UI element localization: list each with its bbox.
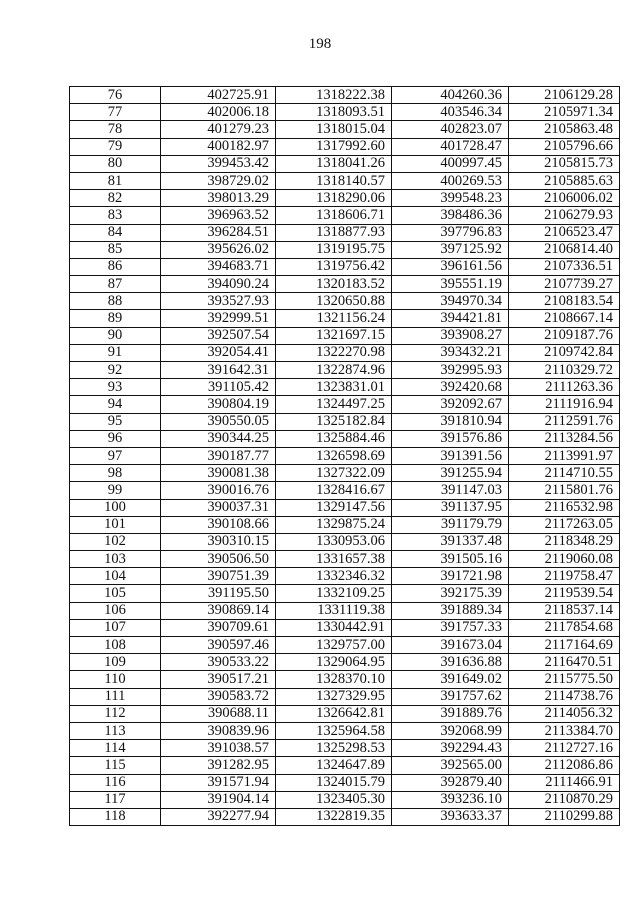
value-cell-1: 399453.42 — [161, 155, 276, 172]
value-cell-4: 2114056.32 — [509, 705, 620, 722]
value-cell-1: 390108.66 — [161, 516, 276, 533]
value-cell-1: 390583.72 — [161, 688, 276, 705]
value-cell-1: 390310.15 — [161, 533, 276, 550]
value-cell-4: 2112086.86 — [509, 757, 620, 774]
value-cell-3: 392092.67 — [392, 396, 509, 413]
value-cell-3: 393633.37 — [392, 808, 509, 825]
table-row — [70, 362, 620, 379]
value-cell-4: 2112591.76 — [509, 413, 620, 430]
table-row — [70, 155, 620, 172]
coordinate-table — [69, 86, 620, 826]
value-cell-1: 396284.51 — [161, 224, 276, 241]
value-cell-4: 2115801.76 — [509, 482, 620, 499]
value-cell-2: 1318041.26 — [276, 155, 392, 172]
value-cell-3: 393908.27 — [392, 327, 509, 344]
value-cell-4: 2115775.50 — [509, 671, 620, 688]
table-row — [70, 740, 620, 757]
point-number-cell: 76 — [70, 87, 161, 104]
table-row — [70, 224, 620, 241]
value-cell-3: 391673.04 — [392, 637, 509, 654]
table-row — [70, 276, 620, 293]
value-cell-3: 401728.47 — [392, 138, 509, 155]
value-cell-2: 1325964.58 — [276, 722, 392, 739]
point-number-cell: 92 — [70, 362, 161, 379]
table-row — [70, 705, 620, 722]
point-number-cell: 108 — [70, 637, 161, 654]
table-row — [70, 774, 620, 791]
table-row — [70, 551, 620, 568]
value-cell-3: 391757.62 — [392, 688, 509, 705]
value-cell-1: 390037.31 — [161, 499, 276, 516]
value-cell-4: 2106523.47 — [509, 224, 620, 241]
coordinate-table-body — [70, 87, 620, 826]
value-cell-1: 394090.24 — [161, 276, 276, 293]
value-cell-1: 395626.02 — [161, 241, 276, 258]
value-cell-3: 391889.34 — [392, 602, 509, 619]
value-cell-3: 394421.81 — [392, 310, 509, 327]
value-cell-2: 1328416.67 — [276, 482, 392, 499]
table-row — [70, 722, 620, 739]
value-cell-3: 392879.40 — [392, 774, 509, 791]
value-cell-1: 390533.22 — [161, 654, 276, 671]
value-cell-2: 1332346.32 — [276, 568, 392, 585]
value-cell-1: 390016.76 — [161, 482, 276, 499]
value-cell-1: 402725.91 — [161, 87, 276, 104]
point-number-cell: 104 — [70, 568, 161, 585]
point-number-cell: 113 — [70, 722, 161, 739]
value-cell-1: 391105.42 — [161, 379, 276, 396]
value-cell-2: 1324647.89 — [276, 757, 392, 774]
value-cell-4: 2105815.73 — [509, 155, 620, 172]
point-number-cell: 83 — [70, 207, 161, 224]
table-row — [70, 104, 620, 121]
value-cell-2: 1326598.69 — [276, 447, 392, 464]
point-number-cell: 82 — [70, 190, 161, 207]
table-row — [70, 258, 620, 275]
value-cell-2: 1317992.60 — [276, 138, 392, 155]
value-cell-3: 391721.98 — [392, 568, 509, 585]
table-row — [70, 447, 620, 464]
point-number-cell: 87 — [70, 276, 161, 293]
value-cell-3: 391137.95 — [392, 499, 509, 516]
table-row — [70, 568, 620, 585]
table-row — [70, 499, 620, 516]
point-number-cell: 91 — [70, 344, 161, 361]
value-cell-3: 391889.76 — [392, 705, 509, 722]
value-cell-4: 2111916.94 — [509, 396, 620, 413]
value-cell-2: 1324015.79 — [276, 774, 392, 791]
point-number-cell: 103 — [70, 551, 161, 568]
value-cell-1: 400182.97 — [161, 138, 276, 155]
value-cell-2: 1326642.81 — [276, 705, 392, 722]
value-cell-2: 1322270.98 — [276, 344, 392, 361]
value-cell-3: 391649.02 — [392, 671, 509, 688]
value-cell-3: 391757.33 — [392, 619, 509, 636]
table-row — [70, 585, 620, 602]
value-cell-2: 1320650.88 — [276, 293, 392, 310]
value-cell-1: 394683.71 — [161, 258, 276, 275]
value-cell-2: 1318606.71 — [276, 207, 392, 224]
value-cell-3: 391337.48 — [392, 533, 509, 550]
value-cell-1: 391571.94 — [161, 774, 276, 791]
value-cell-1: 392277.94 — [161, 808, 276, 825]
value-cell-4: 2108183.54 — [509, 293, 620, 310]
point-number-cell: 93 — [70, 379, 161, 396]
value-cell-4: 2119758.47 — [509, 568, 620, 585]
table-row — [70, 808, 620, 825]
value-cell-2: 1322874.96 — [276, 362, 392, 379]
table-row — [70, 172, 620, 189]
value-cell-2: 1331657.38 — [276, 551, 392, 568]
page-number: 198 — [308, 36, 332, 52]
value-cell-3: 391179.79 — [392, 516, 509, 533]
value-cell-3: 392294.43 — [392, 740, 509, 757]
point-number-cell: 99 — [70, 482, 161, 499]
value-cell-1: 398729.02 — [161, 172, 276, 189]
value-cell-2: 1325298.53 — [276, 740, 392, 757]
value-cell-4: 2111263.36 — [509, 379, 620, 396]
value-cell-1: 391038.57 — [161, 740, 276, 757]
value-cell-2: 1330953.06 — [276, 533, 392, 550]
point-number-cell: 80 — [70, 155, 161, 172]
table-row — [70, 190, 620, 207]
value-cell-2: 1330442.91 — [276, 619, 392, 636]
point-number-cell: 98 — [70, 465, 161, 482]
value-cell-4: 2112727.16 — [509, 740, 620, 757]
value-cell-4: 2114738.76 — [509, 688, 620, 705]
point-number-cell: 78 — [70, 121, 161, 138]
value-cell-2: 1329875.24 — [276, 516, 392, 533]
value-cell-2: 1318015.04 — [276, 121, 392, 138]
table-row — [70, 671, 620, 688]
value-cell-3: 392068.99 — [392, 722, 509, 739]
point-number-cell: 96 — [70, 430, 161, 447]
point-number-cell: 110 — [70, 671, 161, 688]
point-number-cell: 114 — [70, 740, 161, 757]
value-cell-4: 2118348.29 — [509, 533, 620, 550]
point-number-cell: 111 — [70, 688, 161, 705]
table-row — [70, 121, 620, 138]
table-row — [70, 430, 620, 447]
value-cell-2: 1327322.09 — [276, 465, 392, 482]
point-number-cell: 85 — [70, 241, 161, 258]
point-number-cell: 95 — [70, 413, 161, 430]
value-cell-1: 391904.14 — [161, 791, 276, 808]
value-cell-3: 391255.94 — [392, 465, 509, 482]
value-cell-4: 2107336.51 — [509, 258, 620, 275]
value-cell-3: 394970.34 — [392, 293, 509, 310]
value-cell-1: 390081.38 — [161, 465, 276, 482]
value-cell-1: 390517.21 — [161, 671, 276, 688]
value-cell-2: 1318290.06 — [276, 190, 392, 207]
value-cell-2: 1318093.51 — [276, 104, 392, 121]
table-row — [70, 327, 620, 344]
value-cell-3: 399548.23 — [392, 190, 509, 207]
point-number-cell: 118 — [70, 808, 161, 825]
value-cell-4: 2109742.84 — [509, 344, 620, 361]
value-cell-1: 392507.54 — [161, 327, 276, 344]
value-cell-4: 2106814.40 — [509, 241, 620, 258]
point-number-cell: 84 — [70, 224, 161, 241]
value-cell-4: 2113384.70 — [509, 722, 620, 739]
point-number-cell: 86 — [70, 258, 161, 275]
value-cell-2: 1318877.93 — [276, 224, 392, 241]
value-cell-2: 1328370.10 — [276, 671, 392, 688]
value-cell-3: 402823.07 — [392, 121, 509, 138]
value-cell-2: 1325884.46 — [276, 430, 392, 447]
value-cell-3: 392175.39 — [392, 585, 509, 602]
table-row — [70, 791, 620, 808]
value-cell-2: 1329064.95 — [276, 654, 392, 671]
value-cell-1: 391195.50 — [161, 585, 276, 602]
value-cell-4: 2110329.72 — [509, 362, 620, 379]
value-cell-3: 393236.10 — [392, 791, 509, 808]
value-cell-1: 392054.41 — [161, 344, 276, 361]
point-number-cell: 102 — [70, 533, 161, 550]
table-row — [70, 482, 620, 499]
point-number-cell: 88 — [70, 293, 161, 310]
value-cell-2: 1325182.84 — [276, 413, 392, 430]
table-row — [70, 87, 620, 104]
value-cell-1: 402006.18 — [161, 104, 276, 121]
point-number-cell: 79 — [70, 138, 161, 155]
point-number-cell: 101 — [70, 516, 161, 533]
table-row — [70, 293, 620, 310]
value-cell-4: 2113284.56 — [509, 430, 620, 447]
point-number-cell: 112 — [70, 705, 161, 722]
value-cell-4: 2106006.02 — [509, 190, 620, 207]
value-cell-4: 2116532.98 — [509, 499, 620, 516]
value-cell-3: 392995.93 — [392, 362, 509, 379]
value-cell-4: 2110870.29 — [509, 791, 620, 808]
value-cell-1: 390187.77 — [161, 447, 276, 464]
value-cell-2: 1329757.00 — [276, 637, 392, 654]
value-cell-1: 392999.51 — [161, 310, 276, 327]
value-cell-2: 1327329.95 — [276, 688, 392, 705]
value-cell-4: 2119539.54 — [509, 585, 620, 602]
value-cell-3: 391391.56 — [392, 447, 509, 464]
table-row — [70, 619, 620, 636]
value-cell-3: 398486.36 — [392, 207, 509, 224]
table-row — [70, 379, 620, 396]
value-cell-1: 390597.46 — [161, 637, 276, 654]
value-cell-2: 1318222.38 — [276, 87, 392, 104]
value-cell-3: 400997.45 — [392, 155, 509, 172]
value-cell-3: 397125.92 — [392, 241, 509, 258]
value-cell-4: 2108667.14 — [509, 310, 620, 327]
value-cell-4: 2119060.08 — [509, 551, 620, 568]
value-cell-4: 2109187.76 — [509, 327, 620, 344]
point-number-cell: 117 — [70, 791, 161, 808]
value-cell-4: 2116470.51 — [509, 654, 620, 671]
table-row — [70, 310, 620, 327]
point-number-cell: 97 — [70, 447, 161, 464]
point-number-cell: 107 — [70, 619, 161, 636]
table-row — [70, 602, 620, 619]
value-cell-3: 397796.83 — [392, 224, 509, 241]
value-cell-2: 1321156.24 — [276, 310, 392, 327]
value-cell-2: 1332109.25 — [276, 585, 392, 602]
value-cell-4: 2117164.69 — [509, 637, 620, 654]
table-row — [70, 241, 620, 258]
value-cell-1: 390709.61 — [161, 619, 276, 636]
value-cell-4: 2117263.05 — [509, 516, 620, 533]
value-cell-3: 395551.19 — [392, 276, 509, 293]
point-number-cell: 94 — [70, 396, 161, 413]
value-cell-1: 390751.39 — [161, 568, 276, 585]
value-cell-3: 403546.34 — [392, 104, 509, 121]
value-cell-3: 400269.53 — [392, 172, 509, 189]
value-cell-1: 393527.93 — [161, 293, 276, 310]
value-cell-4: 2105971.34 — [509, 104, 620, 121]
point-number-cell: 77 — [70, 104, 161, 121]
value-cell-4: 2105796.66 — [509, 138, 620, 155]
value-cell-4: 2105863.48 — [509, 121, 620, 138]
value-cell-1: 390839.96 — [161, 722, 276, 739]
value-cell-4: 2113991.97 — [509, 447, 620, 464]
value-cell-1: 398013.29 — [161, 190, 276, 207]
value-cell-1: 390804.19 — [161, 396, 276, 413]
value-cell-1: 390550.05 — [161, 413, 276, 430]
point-number-cell: 89 — [70, 310, 161, 327]
value-cell-1: 391282.95 — [161, 757, 276, 774]
table-row — [70, 465, 620, 482]
point-number-cell: 100 — [70, 499, 161, 516]
value-cell-2: 1329147.56 — [276, 499, 392, 516]
value-cell-4: 2111466.91 — [509, 774, 620, 791]
table-row — [70, 654, 620, 671]
value-cell-2: 1319756.42 — [276, 258, 392, 275]
point-number-cell: 90 — [70, 327, 161, 344]
table-row — [70, 413, 620, 430]
value-cell-1: 390344.25 — [161, 430, 276, 447]
value-cell-4: 2118537.14 — [509, 602, 620, 619]
value-cell-1: 390869.14 — [161, 602, 276, 619]
table-row — [70, 688, 620, 705]
value-cell-3: 391636.88 — [392, 654, 509, 671]
table-row — [70, 344, 620, 361]
value-cell-1: 396963.52 — [161, 207, 276, 224]
point-number-cell: 109 — [70, 654, 161, 671]
value-cell-4: 2106129.28 — [509, 87, 620, 104]
point-number-cell: 105 — [70, 585, 161, 602]
value-cell-2: 1323405.30 — [276, 791, 392, 808]
point-number-cell: 106 — [70, 602, 161, 619]
value-cell-1: 390688.11 — [161, 705, 276, 722]
value-cell-2: 1319195.75 — [276, 241, 392, 258]
value-cell-1: 390506.50 — [161, 551, 276, 568]
value-cell-2: 1322819.35 — [276, 808, 392, 825]
value-cell-3: 391147.03 — [392, 482, 509, 499]
value-cell-2: 1320183.52 — [276, 276, 392, 293]
value-cell-3: 392420.68 — [392, 379, 509, 396]
value-cell-3: 404260.36 — [392, 87, 509, 104]
value-cell-2: 1321697.15 — [276, 327, 392, 344]
value-cell-3: 391810.94 — [392, 413, 509, 430]
table-row — [70, 396, 620, 413]
value-cell-2: 1318140.57 — [276, 172, 392, 189]
value-cell-3: 396161.56 — [392, 258, 509, 275]
point-number-cell: 116 — [70, 774, 161, 791]
value-cell-4: 2114710.55 — [509, 465, 620, 482]
value-cell-3: 393432.21 — [392, 344, 509, 361]
value-cell-2: 1331119.38 — [276, 602, 392, 619]
value-cell-2: 1323831.01 — [276, 379, 392, 396]
value-cell-4: 2105885.63 — [509, 172, 620, 189]
table-row — [70, 533, 620, 550]
table-row — [70, 637, 620, 654]
point-number-cell: 81 — [70, 172, 161, 189]
value-cell-4: 2117854.68 — [509, 619, 620, 636]
value-cell-3: 391576.86 — [392, 430, 509, 447]
point-number-cell: 115 — [70, 757, 161, 774]
value-cell-1: 401279.23 — [161, 121, 276, 138]
value-cell-4: 2110299.88 — [509, 808, 620, 825]
table-row — [70, 138, 620, 155]
value-cell-3: 392565.00 — [392, 757, 509, 774]
table-row — [70, 757, 620, 774]
table-row — [70, 516, 620, 533]
value-cell-4: 2106279.93 — [509, 207, 620, 224]
value-cell-4: 2107739.27 — [509, 276, 620, 293]
table-row — [70, 207, 620, 224]
value-cell-1: 391642.31 — [161, 362, 276, 379]
value-cell-2: 1324497.25 — [276, 396, 392, 413]
value-cell-3: 391505.16 — [392, 551, 509, 568]
